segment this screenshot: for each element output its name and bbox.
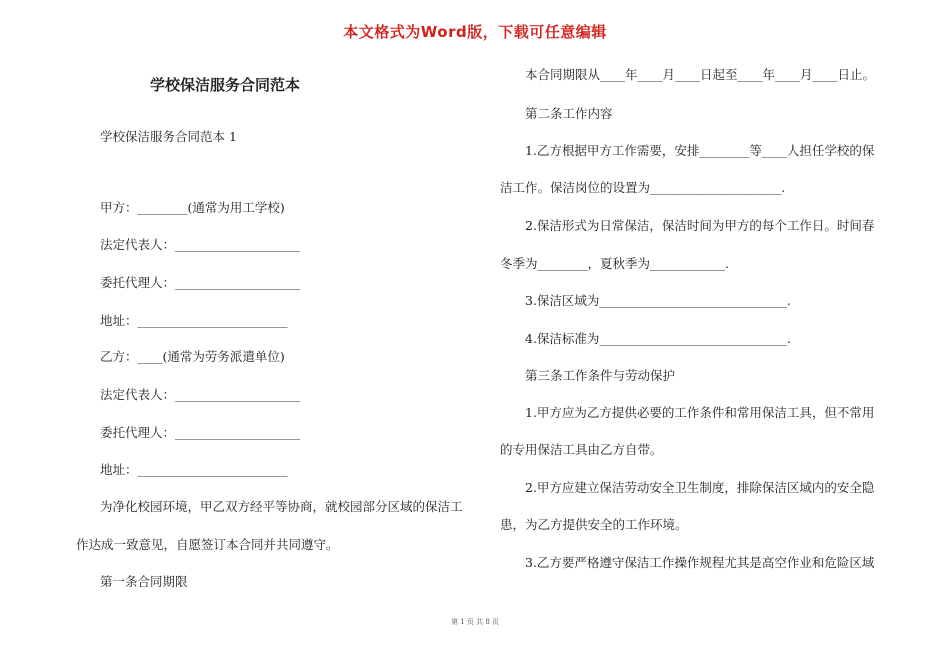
work-item-2-line-2: 冬季为________，夏秋季为____________. — [500, 256, 729, 271]
party-b-agent-line: 委托代理人：____________________ — [100, 425, 301, 440]
format-banner: 本文格式为Word版，下载可任意编辑 — [343, 23, 607, 41]
party-a-address-line: 地址：________________________ — [100, 313, 288, 328]
document-title: 学校保洁服务合同范本 — [149, 76, 300, 94]
page-footer: 第 1 页 共 8 页 — [450, 618, 500, 626]
party-b-line: 乙方：____(通常为劳务派遣单位) — [100, 349, 285, 364]
condition-2-line-1: 2.甲方应建立保洁劳动安全卫生制度，排除保洁区域内的安全隐 — [525, 480, 875, 495]
contract-subtitle: 学校保洁服务合同范本 1 — [100, 129, 237, 144]
condition-2-line-2: 患，为乙方提供安全的工作环境。 — [500, 517, 688, 532]
party-b-legal-rep-line: 法定代表人：____________________ — [100, 387, 301, 402]
work-item-1-line-1: 1.乙方根据甲方工作需要，安排________等____人担任学校的保 — [525, 143, 875, 158]
work-item-3: 3.保洁区域为______________________________. — [525, 293, 791, 308]
article-3-heading: 第三条工作条件与劳动保护 — [525, 368, 676, 383]
contract-term-line: 本合同期限从____年____月____日起至____年____月____日止。 — [525, 67, 876, 82]
party-b-address-line: 地址：________________________ — [100, 462, 288, 477]
article-2-heading: 第二条工作内容 — [525, 106, 613, 121]
party-a-agent-line: 委托代理人：____________________ — [100, 275, 301, 290]
intro-paragraph-line-2: 作达成一致意见，自愿签订本合同并共同遵守。 — [76, 537, 339, 552]
condition-3-line-1: 3.乙方要严格遵守保洁工作操作规程尤其是高空作业和危险区域 — [525, 555, 875, 570]
work-item-1-line-2: 洁工作。保洁岗位的设置为_____________________. — [500, 180, 786, 195]
condition-1-line-2: 的专用保洁工具由乙方自带。 — [500, 442, 663, 457]
party-a-legal-rep-line: 法定代表人：____________________ — [100, 237, 301, 252]
condition-1-line-1: 1.甲方应为乙方提供必要的工作条件和常用保洁工具，但不常用 — [525, 405, 875, 420]
work-item-2-line-1: 2.保洁形式为日常保洁，保洁时间为甲方的每个工作日。时间春 — [525, 218, 875, 233]
work-item-4: 4.保洁标准为______________________________. — [525, 331, 791, 346]
party-a-line: 甲方：________(通常为用工学校) — [100, 200, 285, 215]
article-1-heading: 第一条合同期限 — [100, 574, 188, 589]
intro-paragraph-line-1: 为净化校园环境，甲乙双方经平等协商，就校园部分区域的保洁工 — [100, 499, 463, 514]
